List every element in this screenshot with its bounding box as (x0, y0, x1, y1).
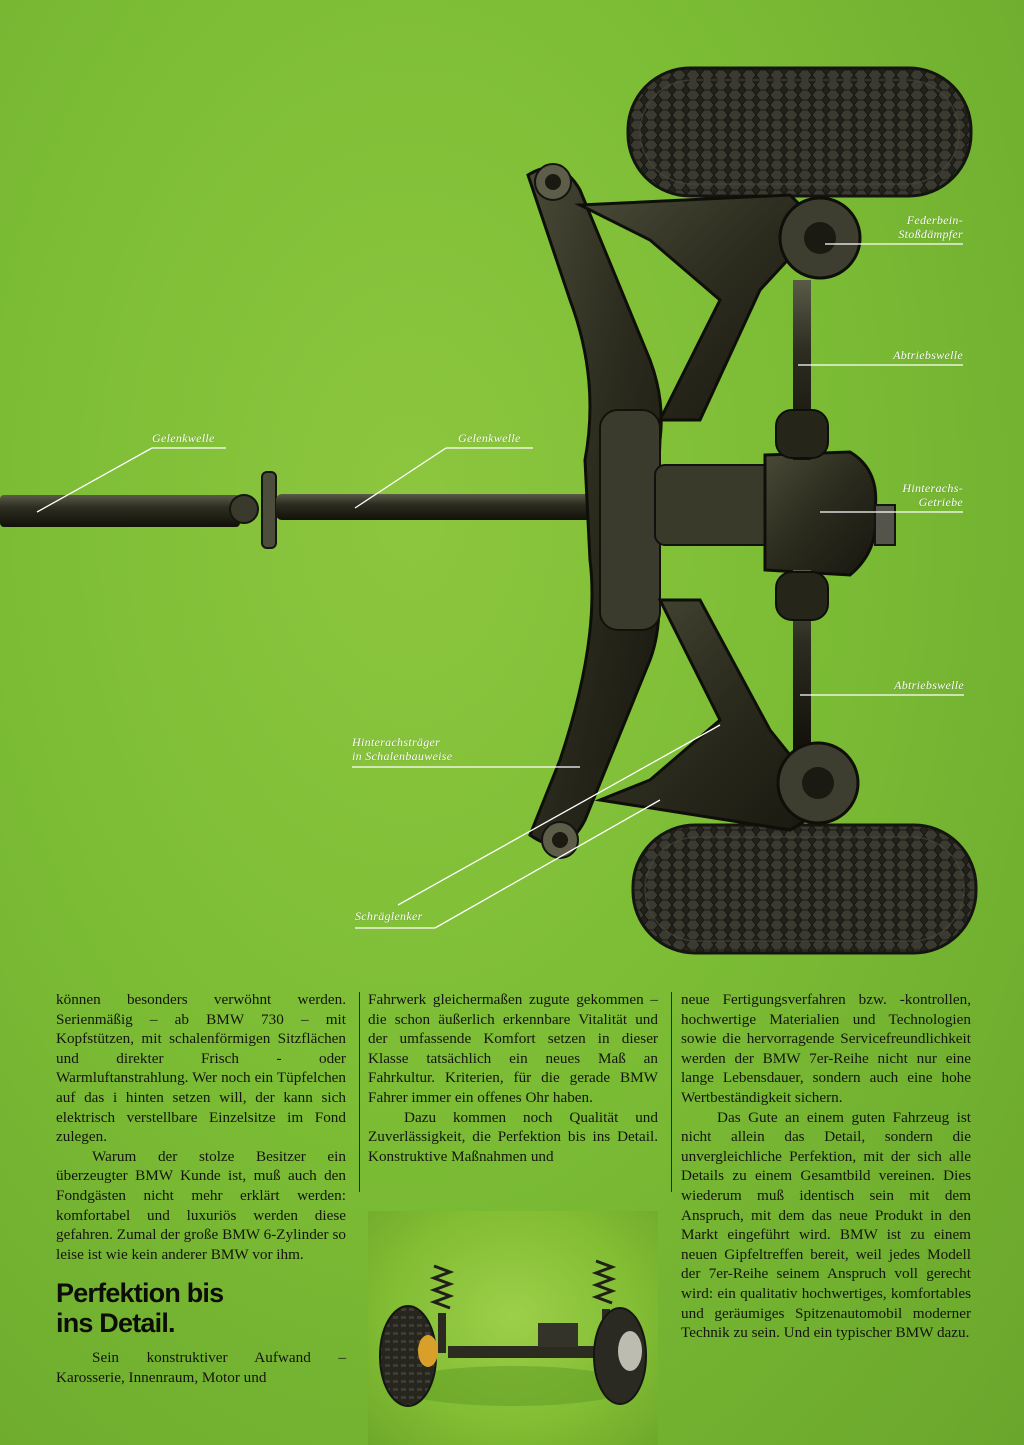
col1-paragraph-2: Warum der stolze Besitzer ein überzeugter BMW Kunde ist, muß auch den Fondgästen nicht mehr erklärt werden: komfortabel und luxuriös werden diese gefahren. Zumal der große BMW 6-Zylinder so leise ist wie kein anderer BMW vor ihm. (56, 1147, 346, 1263)
column-rule-2 (671, 992, 672, 1192)
front-axle-photo (368, 1211, 658, 1445)
column-rule-1 (359, 992, 360, 1192)
label-abtriebswelle-top: Abtriebswelle (893, 348, 963, 362)
label-hinterachs-line2: Getriebe (918, 495, 963, 509)
article-column-1 (56, 990, 346, 1388)
label-federbein (870, 213, 963, 241)
article-column-3 (681, 990, 971, 1343)
label-hinterachstraeger-line2: in Schalenbauweise (352, 749, 453, 763)
label-hinterachs-getriebe (870, 481, 963, 509)
col2-paragraph-1: Fahrwerk gleichermaßen zugute gekommen – die schon äußerlich erkennbare Vitalität und der umfassende Komfort setzen in dieser Klasse tatsächlich ein neues Maß an Fahrkultur. Kriterien, für die gerade BMW Fahrer immer ein offenes Ohr haben. (368, 991, 658, 1106)
article-column-2 (368, 990, 658, 1166)
front-axle-illustration (368, 1211, 658, 1445)
top-tire (628, 68, 971, 196)
label-hinterachstraeger (352, 735, 452, 763)
bottom-tire (633, 825, 976, 953)
label-federbein-line2: Stoßdämpfer (898, 227, 963, 241)
col3-paragraph-2: Das Gute an einem guten Fahrzeug ist nicht allein das Detail, sondern die unvergleichliche Perfektion, mit der sich alle Details zu einem Gesamtbild vereinen. Dies wiederum muß identisch sein mit dem Anspruch, mit dem das neue Produkt in den Markt eingeführt wird. BMW ist zu einem neuen Gipfeltreffen bereit, weil jedes Modell der 7er-Reihe seinem Anspruch voll gerecht wird: ein qualitativ hochwertiges, komfortables und geräumiges Spitzenautomobil moderner Technik zu sein. Und ein typischer BMW dazu. (681, 1108, 971, 1342)
headline-line1: Perfektion bis (56, 1278, 224, 1309)
col1-paragraph-1: können besonders verwöhnt werden. Serienmäßig – ab BMW 730 – mit Kopfstützen, mit schalenförmigen Sitzflächen und direkter Frisch - oder Warmluftanstrahlung. Wer noch ein Tüpfelchen auf das i hinten setzen will, der kann sich elektrisch verstellbare Einzelsitze im Fond zulegen. (56, 991, 346, 1146)
label-gelenkwelle-left: Gelenkwelle (152, 431, 215, 445)
headline-line2: ins Detail. (56, 1308, 175, 1339)
col3-paragraph-1: neue Fertigungsverfahren bzw. -kontrollen, hochwertige Materialien und Technologien sowie die hervorragende Servicefreundlichkeit werden der BMW 7er-Reihe nicht nur eine lange Lebensdauer, sondern auch eine hohe Wertbeständigkeit sichern. (681, 991, 971, 1106)
label-hinterachs-line1: Hinterachs- (902, 481, 963, 495)
differential (655, 452, 895, 575)
label-gelenkwelle-center: Gelenkwelle (458, 431, 521, 445)
label-hinterachstraeger-line1: Hinterachsträger (352, 735, 441, 749)
col2-paragraph-2: Dazu kommen noch Qualität und Zuverlässigkeit, die Perfektion bis ins Detail. Konstruktive Maßnahmen und (368, 1108, 658, 1165)
col1-paragraph-3: Sein konstruktiver Aufwand – Karosserie, Innenraum, Motor und (56, 1349, 346, 1386)
label-federbein-line1: Federbein- (906, 213, 963, 227)
label-schraeglenker: Schräglenker (355, 909, 423, 923)
headline (56, 1278, 346, 1338)
label-abtriebswelle-bottom: Abtriebswelle (894, 678, 964, 692)
